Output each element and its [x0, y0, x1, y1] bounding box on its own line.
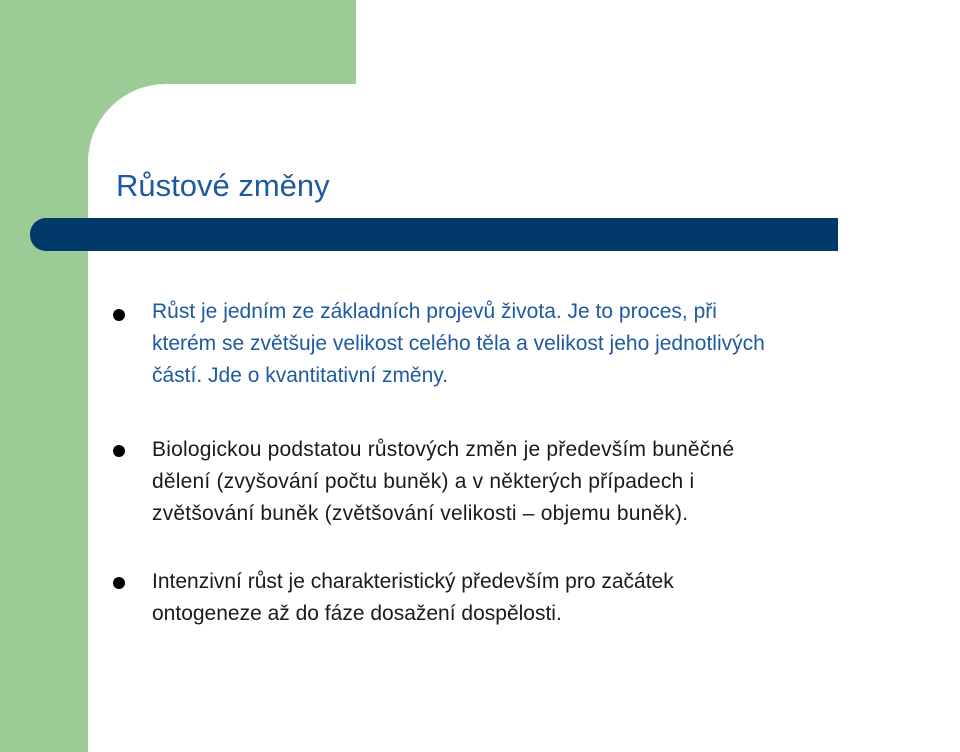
bullet-dot-2 — [113, 445, 125, 457]
bullet-dot-1 — [113, 309, 125, 321]
bullet-paragraph-2 — [152, 434, 960, 530]
paragraph-line: Biologickou podstatou růstových změn je především buněčné — [152, 438, 735, 461]
bullet-dot-3 — [113, 577, 125, 589]
slide-title: Růstové změny — [116, 168, 330, 203]
bullet-paragraph-3 — [152, 566, 960, 630]
paragraph-line: Intenzivní růst je charakteristický především pro začátek — [152, 570, 674, 593]
title-underline-bar — [30, 218, 838, 251]
paragraph-line: částí. Jde o kvantitativní změny. — [152, 364, 449, 387]
paragraph-line: kterém se zvětšuje velikost celého těla a velikost jeho jednotlivých — [152, 332, 765, 355]
paragraph-line: Růst je jedním ze základních projevů života. Je to proces, při — [152, 300, 717, 323]
paragraph-line: dělení (zvyšování počtu buněk) a v některých případech i — [152, 470, 695, 493]
bullet-paragraph-1 — [152, 296, 960, 392]
paragraph-line: zvětšování buněk (zvětšování velikosti – objemu buněk). — [152, 502, 689, 525]
paragraph-line: ontogeneze až do fáze dosažení dospělosti. — [152, 602, 562, 625]
